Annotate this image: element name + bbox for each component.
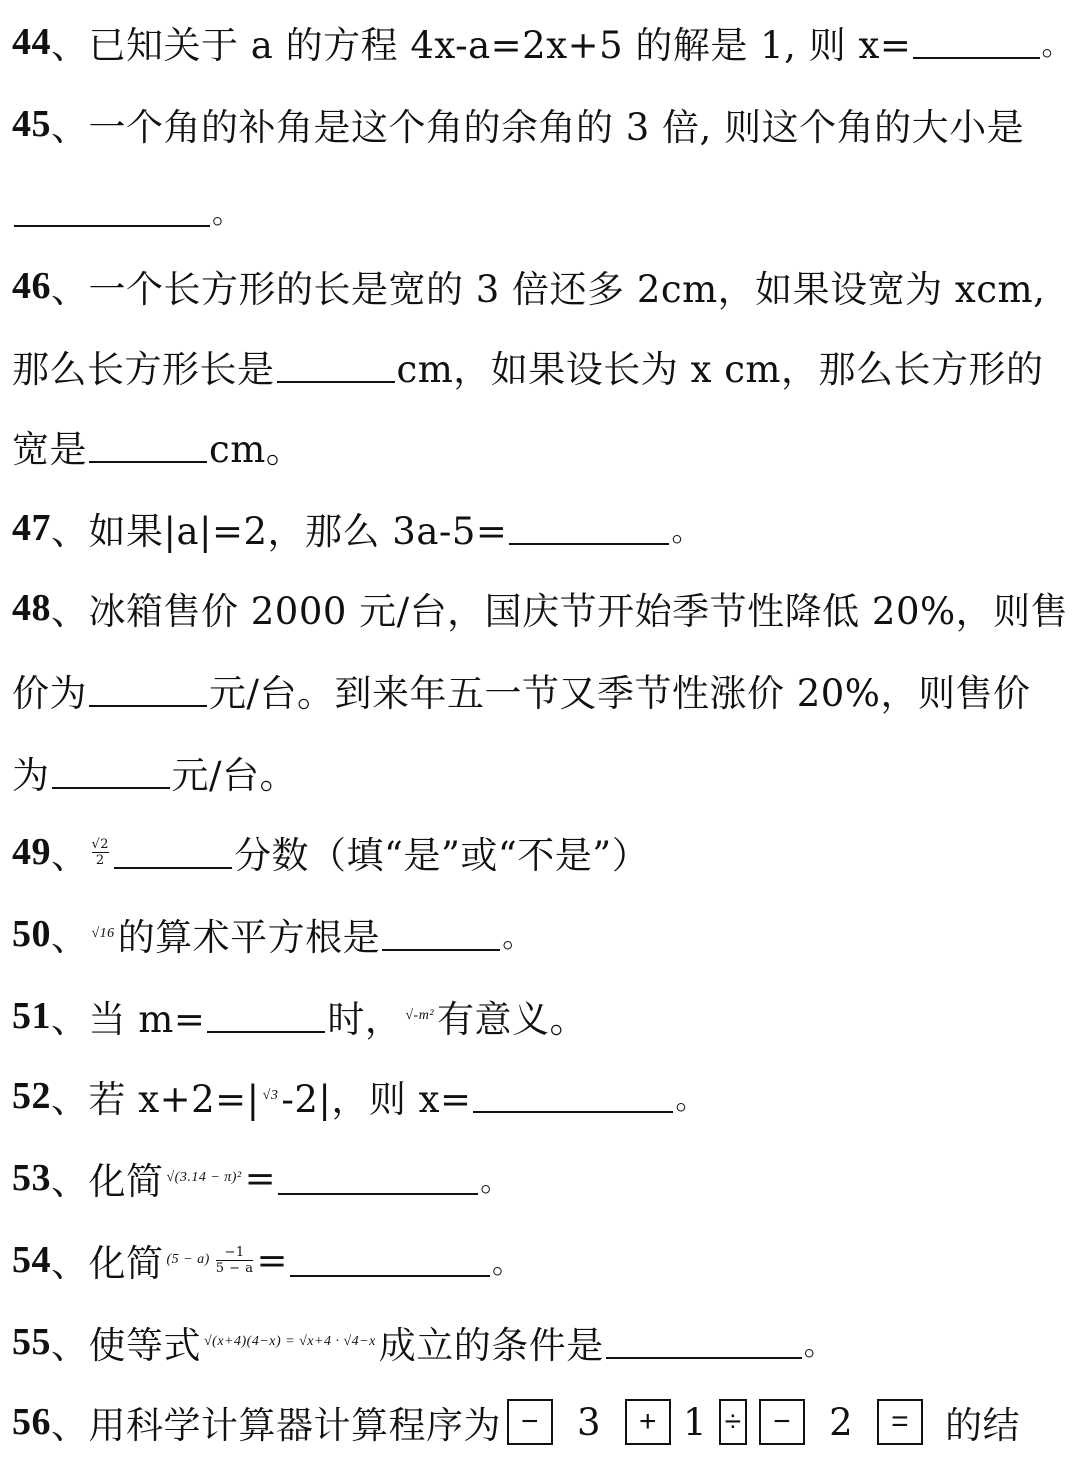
sqrt-expression: √(3.14 − π)² <box>166 1170 242 1185</box>
answer-blank[interactable] <box>207 999 325 1033</box>
answer-blank[interactable] <box>606 1325 802 1359</box>
question-text: 、若 x+2=| <box>51 1078 260 1121</box>
question-text: cm，如果设长为 x cm，那么长方形的 <box>396 348 1044 391</box>
question-46-line2 <box>12 338 1072 394</box>
question-number: 53 <box>12 1157 51 1199</box>
fraction-under-root <box>216 1245 254 1276</box>
question-text: 的结 <box>945 1404 1021 1447</box>
equals-sign: = <box>244 1156 277 1200</box>
answer-blank[interactable] <box>52 755 170 789</box>
answer-blank[interactable] <box>89 429 207 463</box>
calc-digit: 2 <box>829 1400 854 1444</box>
question-number: 49 <box>12 831 51 873</box>
question-number: 50 <box>12 913 51 955</box>
period: 。 <box>491 1246 523 1281</box>
period: 。 <box>212 196 243 231</box>
separator: 、 <box>51 834 89 877</box>
question-number: 51 <box>12 995 51 1037</box>
answer-blank[interactable] <box>114 835 232 869</box>
question-number: 52 <box>12 1075 51 1117</box>
period: 。 <box>502 920 533 955</box>
question-text: 那么长方形长是 <box>12 348 275 391</box>
question-text: 元/台。 <box>171 754 297 797</box>
question-47 <box>12 500 1072 556</box>
question-text: 、一个长方形的长是宽的 3 倍还多 2cm，如果设宽为 xcm, <box>51 268 1046 311</box>
question-text: cm。 <box>209 428 304 471</box>
calc-key-plus: + <box>625 1399 671 1445</box>
equation-expression: √(x+4)(4−x) = √x+4 · √4−x <box>204 1334 376 1349</box>
question-number: 46 <box>12 265 51 307</box>
answer-blank[interactable] <box>382 917 500 951</box>
period: 。 <box>671 514 702 549</box>
question-52 <box>12 1068 1072 1124</box>
math-prefix: (5 − a) <box>166 1252 210 1267</box>
period: 。 <box>1041 28 1072 63</box>
question-number: 55 <box>12 1321 51 1363</box>
question-text: 的算术平方根是 <box>117 916 381 959</box>
question-number: 45 <box>12 103 51 145</box>
question-text: 宽是 <box>12 428 87 471</box>
calc-digit: 3 <box>577 1400 602 1444</box>
question-51 <box>12 988 1072 1044</box>
question-45-cont <box>12 182 1072 238</box>
period: 。 <box>803 1328 835 1363</box>
question-text: 为 <box>12 754 50 797</box>
calc-digit: 1 <box>683 1400 708 1444</box>
question-number: 48 <box>12 587 51 629</box>
calc-key-minus: − <box>507 1399 553 1445</box>
question-text: 元/台。到来年五一节又季节性涨价 20%，则售价 <box>209 672 1031 715</box>
question-text: 、化简 <box>51 1160 164 1203</box>
question-text: 、冰箱售价 2000 元/台，国庆节开始季节性降低 20%，则售 <box>51 590 1069 633</box>
answer-blank[interactable] <box>509 511 669 545</box>
period: 。 <box>675 1082 706 1117</box>
answer-blank[interactable] <box>473 1079 673 1113</box>
question-text: 有意义。 <box>437 998 588 1041</box>
question-46-line3 <box>12 418 1072 474</box>
question-number: 54 <box>12 1239 51 1281</box>
question-text: 、用科学计算器计算程序为 <box>51 1404 501 1447</box>
question-text: 、当 m= <box>51 998 206 1041</box>
answer-blank[interactable] <box>290 1243 490 1277</box>
question-number: 47 <box>12 507 51 549</box>
question-text: 、使等式 <box>51 1324 201 1367</box>
question-text: 、化简 <box>51 1242 164 1285</box>
answer-blank[interactable] <box>913 25 1039 59</box>
calc-key-divide: ÷ <box>719 1399 747 1445</box>
answer-blank[interactable] <box>14 193 210 227</box>
question-text: 、已知关于 a 的方程 4x-a=2x+5 的解是 1, 则 x= <box>51 24 912 67</box>
answer-blank[interactable] <box>277 349 395 383</box>
equals-sign: = <box>256 1238 288 1282</box>
fraction-denominator: 5 − a <box>215 1260 254 1276</box>
calc-key-equals: = <box>877 1399 923 1445</box>
question-number: 56 <box>12 1401 51 1443</box>
sqrt-neg-m-squared-expression: √-m² <box>405 1008 435 1023</box>
question-text: 时， <box>327 998 403 1041</box>
question-48-line3 <box>12 744 1072 800</box>
question-number: 44 <box>12 21 51 63</box>
question-text: -2|，则 x= <box>281 1078 472 1121</box>
question-text: 成立的条件是 <box>378 1324 604 1367</box>
calc-key-minus: − <box>759 1399 805 1445</box>
fraction-root2-over-2 <box>92 837 110 868</box>
sqrt-3-expression: √3 <box>262 1088 279 1103</box>
question-48 <box>12 580 1072 636</box>
question-53 <box>12 1150 1072 1206</box>
question-44 <box>12 14 1072 70</box>
question-54 <box>12 1232 1072 1288</box>
period: 。 <box>480 1164 511 1199</box>
fraction-numerator: −1 <box>224 1244 245 1260</box>
question-text: 价为 <box>12 672 87 715</box>
question-text: 、如果|a|=2，那么 3a-5= <box>51 510 508 553</box>
answer-blank[interactable] <box>278 1161 478 1195</box>
answer-blank[interactable] <box>89 673 207 707</box>
question-55 <box>12 1314 1072 1370</box>
question-text: 分数（填“是”或“不是”） <box>234 834 650 877</box>
question-56 <box>12 1394 1072 1450</box>
fraction-denominator: 2 <box>95 852 105 868</box>
question-text: 、一个角的补角是这个角的余角的 3 倍, 则这个角的大小是 <box>51 106 1025 149</box>
fraction-numerator: √2 <box>91 836 110 852</box>
question-46 <box>12 258 1072 314</box>
question-50 <box>12 906 1072 962</box>
sqrt-16-expression: √16 <box>91 926 115 941</box>
question-49 <box>12 824 1072 880</box>
separator: 、 <box>51 916 89 959</box>
question-48-line2 <box>12 662 1072 718</box>
question-45 <box>12 96 1072 152</box>
